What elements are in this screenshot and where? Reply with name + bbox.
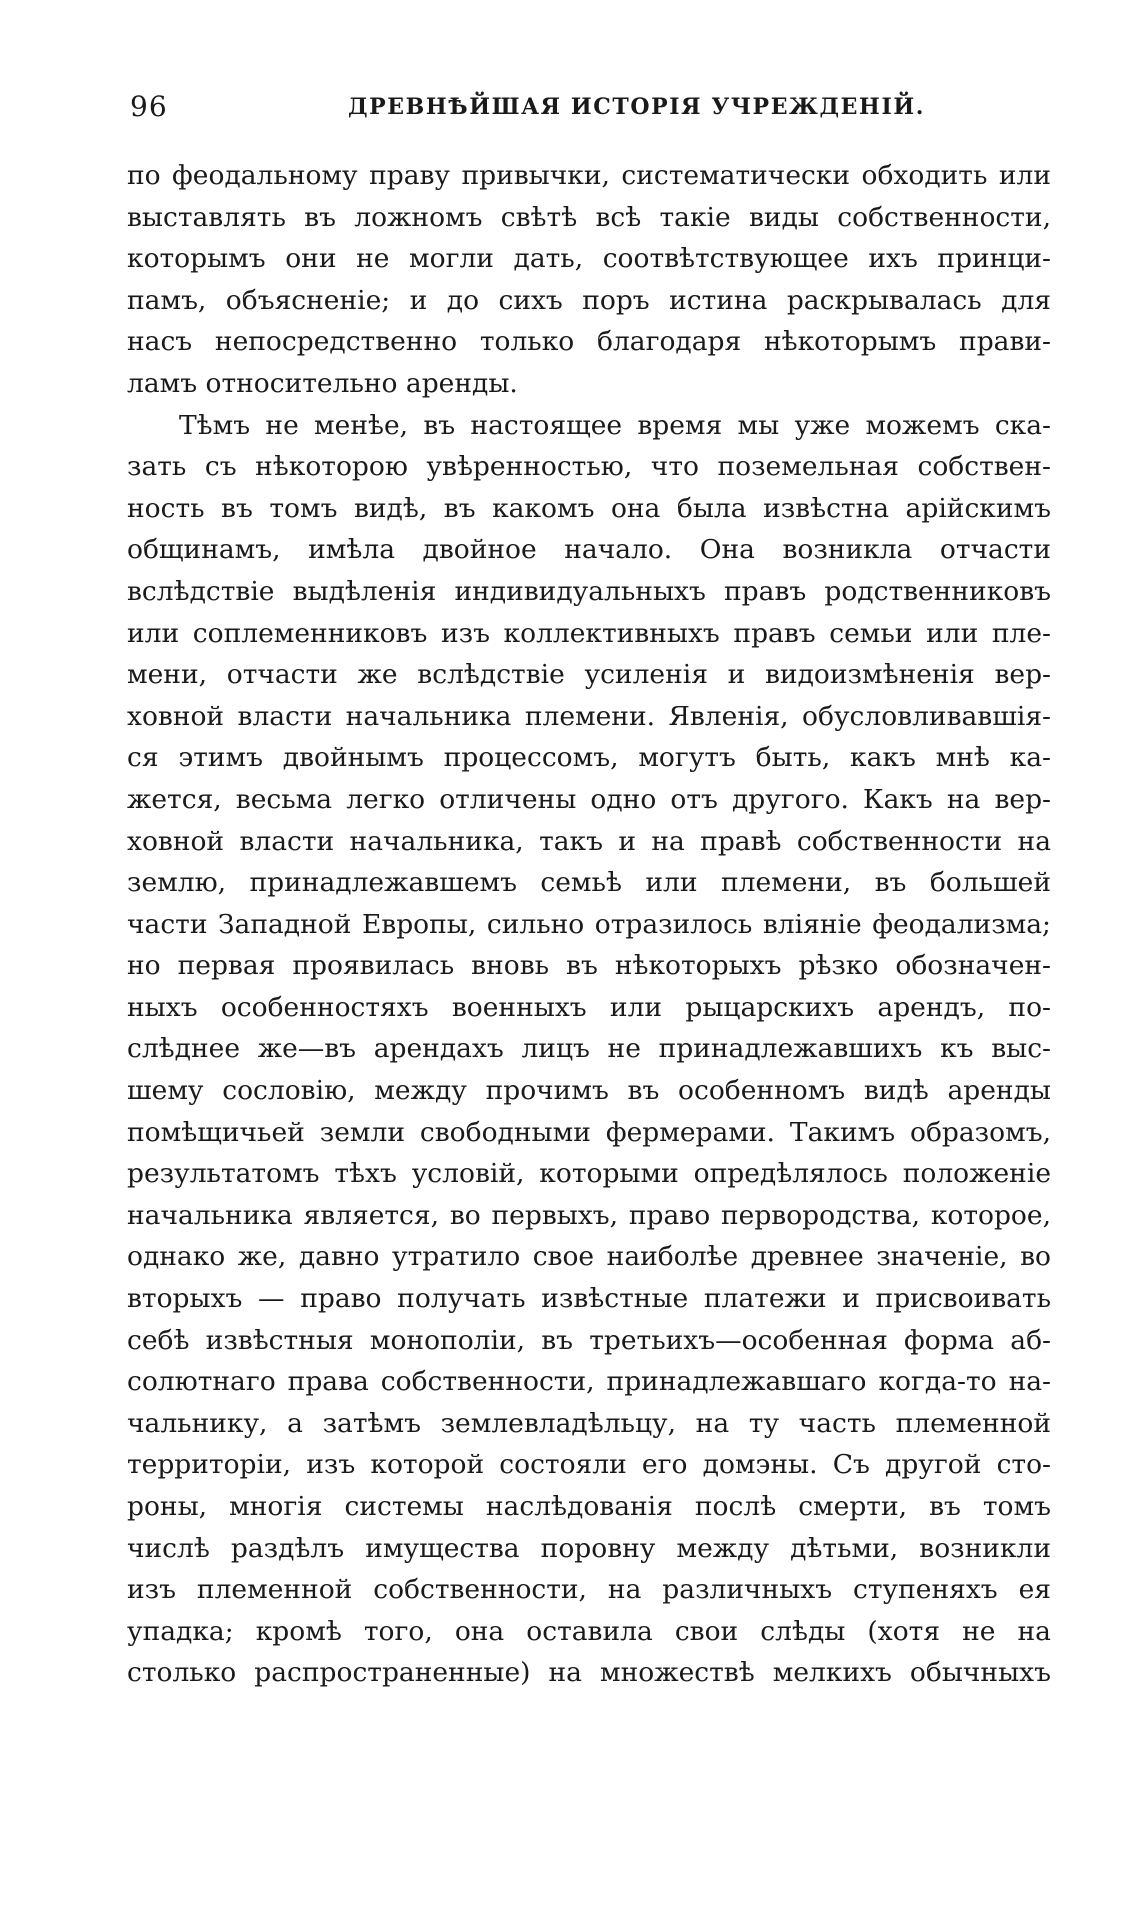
text-line: шему сословію, между прочимъ въ особенномъ видѣ аренды [127,1075,1051,1107]
paragraph [127,405,1051,1694]
text-line: выставлять въ ложномъ свѣтѣ всѣ такіе виды собственности, [127,201,1051,233]
text-line: землю, принадлежавшемъ семьѣ или племени, въ большей [127,867,1051,899]
text-line: ховной власти начальника, такъ и на правѣ собственности на [127,825,1051,857]
text-line: памъ, объясненіе; и до сихъ поръ истина раскрывалась для [127,284,1051,316]
body-text [127,155,1051,1694]
text-line: чальнику, а затѣмъ землевладѣльцу, на ту часть племенной [127,1407,1051,1439]
page-header [130,90,1050,130]
page-number: 96 [130,90,168,123]
text-line: помѣщичьей земли свободными фермерами. Такимъ образомъ, [127,1116,1051,1148]
text-line: части Западной Европы, сильно отразилось вліяніе феодализма; [127,908,1051,940]
text-line: ность въ томъ видѣ, въ какомъ она была извѣстна арійскимъ [127,492,1051,524]
text-line: Тѣмъ не менѣе, въ настоящее время мы уже можемъ ска- [179,409,1051,441]
text-line: общинамъ, имѣла двойное начало. Она возникла отчасти [127,534,1051,566]
text-line: ся этимъ двойнымъ процессомъ, могутъ быть, какъ мнѣ ка- [127,742,1051,774]
text-line: вторыхъ — право получать извѣстные платежи и присвоивать [127,1283,1051,1315]
text-line: жется, весьма легко отличены одно отъ другого. Какъ на вер- [127,783,1051,815]
text-line: однако же, давно утратило свое наиболѣе древнее значеніе, во [127,1241,1051,1273]
text-line: результатомъ тѣхъ условій, которыми опредѣлялось положеніе [127,1158,1051,1190]
text-line: столько распространенные) на множествѣ мелкихъ обычныхъ [127,1657,1051,1689]
text-line: но первая проявилась вновь въ нѣкоторыхъ рѣзко обозначен- [127,950,1051,982]
text-line: роны, многія системы наслѣдованія послѣ смерти, въ томъ [127,1491,1051,1522]
text-line: территоріи, изъ которой состояли его домэны. Съ другой сто- [127,1449,1051,1481]
text-line: ламъ относительно аренды. [127,367,518,399]
text-line: числѣ раздѣлъ имущества поровну между дѣтьми, возникли [127,1532,1051,1564]
text-line: по феодальному праву привычки, систематически обходить или [127,160,1051,191]
text-line: вслѣдствіе выдѣленія индивидуальныхъ правъ родственниковъ [127,575,1051,607]
paragraph [127,155,1051,405]
text-line: ховной власти начальника племени. Явленія, обусловливавшія- [127,700,1051,732]
text-line: зать съ нѣкоторою увѣренностью, что поземельная собствен- [127,451,1051,483]
text-line: мени, отчасти же вслѣдствіе усиленія и видоизмѣненія вер- [127,659,1051,691]
text-line: упадка; кромѣ того, она оставила свои слѣды (хотя не на [127,1615,1051,1647]
text-line: насъ непосредственно только благодаря нѣкоторымъ прави- [127,326,1051,358]
text-line: или соплеменниковъ изъ коллективныхъ правъ семьи или пле- [127,617,1051,649]
text-line: солютнаго права собственности, принадлежавшаго когда-то на- [127,1366,1051,1398]
text-line: которымъ они не могли дать, соотвѣтствующее ихъ принци- [127,243,1051,275]
text-line: начальника является, во первыхъ, право первородства, которое, [127,1199,1051,1231]
text-line: ныхъ особенностяхъ военныхъ или рыцарскихъ арендъ, по- [127,991,1051,1023]
text-line: слѣднее же—въ арендахъ лицъ не принадлежавшихъ къ выс- [127,1033,1051,1065]
running-title: ДРЕВНѢЙШАЯ ИСТОРІЯ УЧРЕЖДЕНІЙ. [348,94,925,120]
text-line: изъ племенной собственности, на различныхъ ступеняхъ ея [127,1574,1051,1606]
text-line: себѣ извѣстныя монополіи, въ третьихъ—особенная форма аб- [127,1324,1051,1356]
